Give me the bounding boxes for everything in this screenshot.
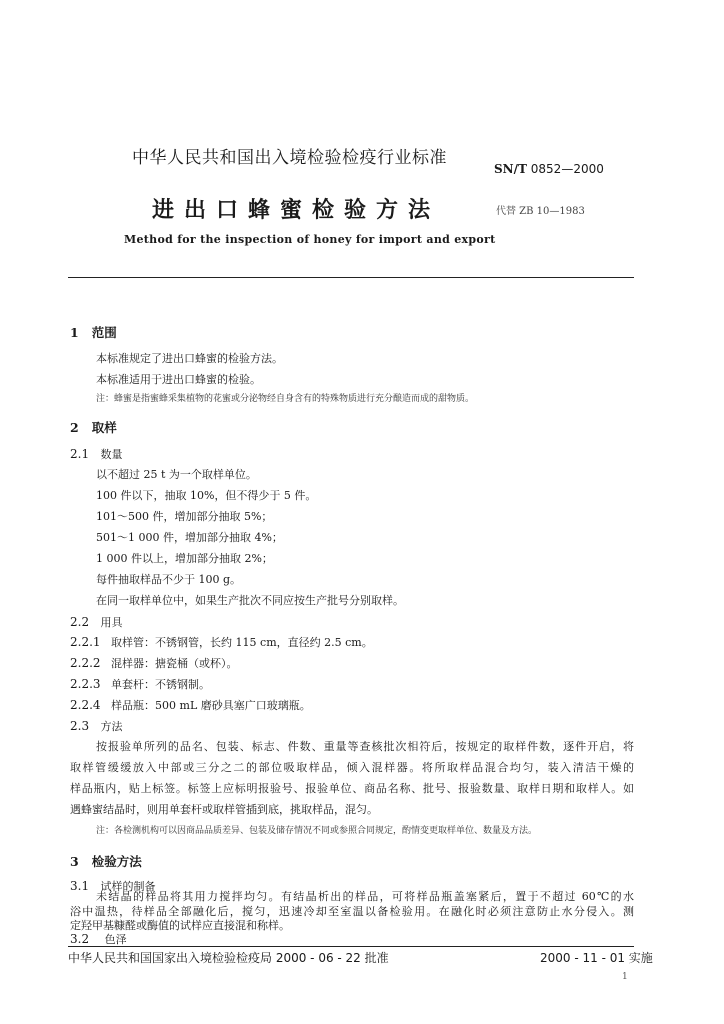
subsection-3-2-title: 色泽 xyxy=(104,933,127,946)
tool-item xyxy=(70,697,311,713)
standard-code-prefix: SN/T xyxy=(494,162,527,176)
quantity-line: 在同一取样单位中，如果生产批次不同应按生产批号分别取样。 xyxy=(96,594,404,607)
subsection-2-3-heading xyxy=(70,718,123,734)
section-1-heading xyxy=(70,323,117,341)
method-paragraph-line: 取样管缓缓放入中部或三分之二的部位吸取样品，倾入混样器。将所取样品混合均匀，装入清洁干燥的 xyxy=(70,761,634,774)
subsection-2-2-number: 2.2 xyxy=(70,615,90,629)
tool-item-number: 2.2.2 xyxy=(70,656,101,670)
section-1-title: 范围 xyxy=(91,325,117,340)
section-3-number: 3 xyxy=(70,854,79,869)
method-paragraph-line: 按报验单所列的品名、包装、标志、件数、重量等查核批次相符后，按规定的取样件数，逐件开启，将 xyxy=(96,740,634,753)
header-rule xyxy=(68,277,634,278)
section-2-heading xyxy=(70,418,117,436)
sample-prep-line: 浴中温热，待样品全部融化后，搅匀，迅速冷却至室温以备检验用。在融化时必须注意防止水分侵入。测 xyxy=(70,905,634,918)
document-title: 进出口蜂蜜检验方法 xyxy=(152,198,441,223)
tool-item xyxy=(70,676,210,692)
quantity-line: 101～500 件，增加部分抽取 5%； xyxy=(96,510,273,523)
english-title: Method for the inspection of honey for import and export xyxy=(124,233,496,246)
tool-item-text: 单套杆：不锈钢制。 xyxy=(111,678,211,691)
method-paragraph-line: 遇蜂蜜结晶时，则用单套杆或取样管插到底，挑取样品，混匀。 xyxy=(70,803,378,816)
section-3-heading xyxy=(70,852,142,870)
method-paragraph-line: 样品瓶内，贴上标签。标签上应标明报验号、报验单位、商品名称、批号、报验数量、取样日期和取样人。如 xyxy=(70,782,634,795)
subsection-2-2-heading xyxy=(70,614,123,630)
subsection-3-1-number: 3.1 xyxy=(70,879,90,893)
subsection-3-1-title: 试样的制备 xyxy=(100,880,156,893)
quantity-line: 1 000 件以上，增加部分抽取 2%； xyxy=(96,552,273,565)
standard-code-number: 0852—2000 xyxy=(530,162,604,176)
quantity-line: 以不超过 25 t 为一个取样单位。 xyxy=(96,468,257,481)
section-2-title: 取样 xyxy=(91,420,117,435)
tool-item xyxy=(70,634,373,650)
footer-rule xyxy=(68,946,634,947)
section-3-title: 检验方法 xyxy=(91,854,142,869)
sample-prep-line: 定羟甲基糠醛或酶值的试样应直接混和称样。 xyxy=(70,919,290,932)
organization-header: 中华人民共和国出入境检验检疫行业标准 xyxy=(132,148,447,168)
section-1-paragraph: 本标准规定了进出口蜂蜜的检验方法。 xyxy=(96,352,283,365)
subsection-2-1-number: 2.1 xyxy=(70,447,90,461)
section-1-note: 注：蜂蜜是指蜜蜂采集植物的花蜜或分泌物经自身含有的特殊物质进行充分酿造而成的甜物质。 xyxy=(96,394,475,404)
replaces-standard: 代替 ZB 10—1983 xyxy=(496,206,585,217)
quantity-line: 每件抽取样品不少于 100 g。 xyxy=(96,573,242,586)
tool-item-text: 混样器：搪瓷桶（或杯）。 xyxy=(111,657,238,670)
section-1-paragraph: 本标准适用于进出口蜂蜜的检验。 xyxy=(96,373,261,386)
approval-note: 中华人民共和国国家出入境检验检疫局 2000 - 06 - 22 批准 xyxy=(68,951,389,965)
tool-item-text: 取样管：不锈钢管，长约 115 cm，直径约 2.5 cm。 xyxy=(111,636,373,649)
quantity-line: 100 件以下，抽取 10%，但不得少于 5 件。 xyxy=(96,489,317,502)
quantity-line: 501～1 000 件，增加部分抽取 4%； xyxy=(96,531,283,544)
method-note: 注：各检测机构可以因商品品质差异、包装及储存情况不同或参照合同规定，酌情变更取样单位、数量及方法。 xyxy=(96,826,538,836)
subsection-3-2-number: 3.2 xyxy=(70,932,90,946)
sample-prep-line: 未结晶的样品将其用力搅拌均匀。有结晶析出的样品，可将样品瓶盖塞紧后，置于不超过 60℃的水 xyxy=(96,890,634,903)
tool-item-number: 2.2.1 xyxy=(70,635,101,649)
subsection-3-2-heading xyxy=(70,931,127,947)
implementation-date: 2000 - 11 - 01 实施 xyxy=(540,951,653,965)
section-2-number: 2 xyxy=(70,420,79,435)
subsection-2-3-title: 方法 xyxy=(100,720,123,733)
tool-item-number: 2.2.4 xyxy=(70,698,101,712)
subsection-2-1-title: 数量 xyxy=(100,448,123,461)
subsection-2-1-heading xyxy=(70,446,123,462)
tool-item-text: 样品瓶：500 mL 磨砂具塞广口玻璃瓶。 xyxy=(111,699,311,712)
subsection-2-2-title: 用具 xyxy=(100,616,123,629)
section-1-number: 1 xyxy=(70,325,79,340)
subsection-2-3-number: 2.3 xyxy=(70,719,90,733)
standard-code xyxy=(494,162,604,176)
tool-item xyxy=(70,655,238,671)
page-number: 1 xyxy=(622,972,628,982)
tool-item-number: 2.2.3 xyxy=(70,677,101,691)
